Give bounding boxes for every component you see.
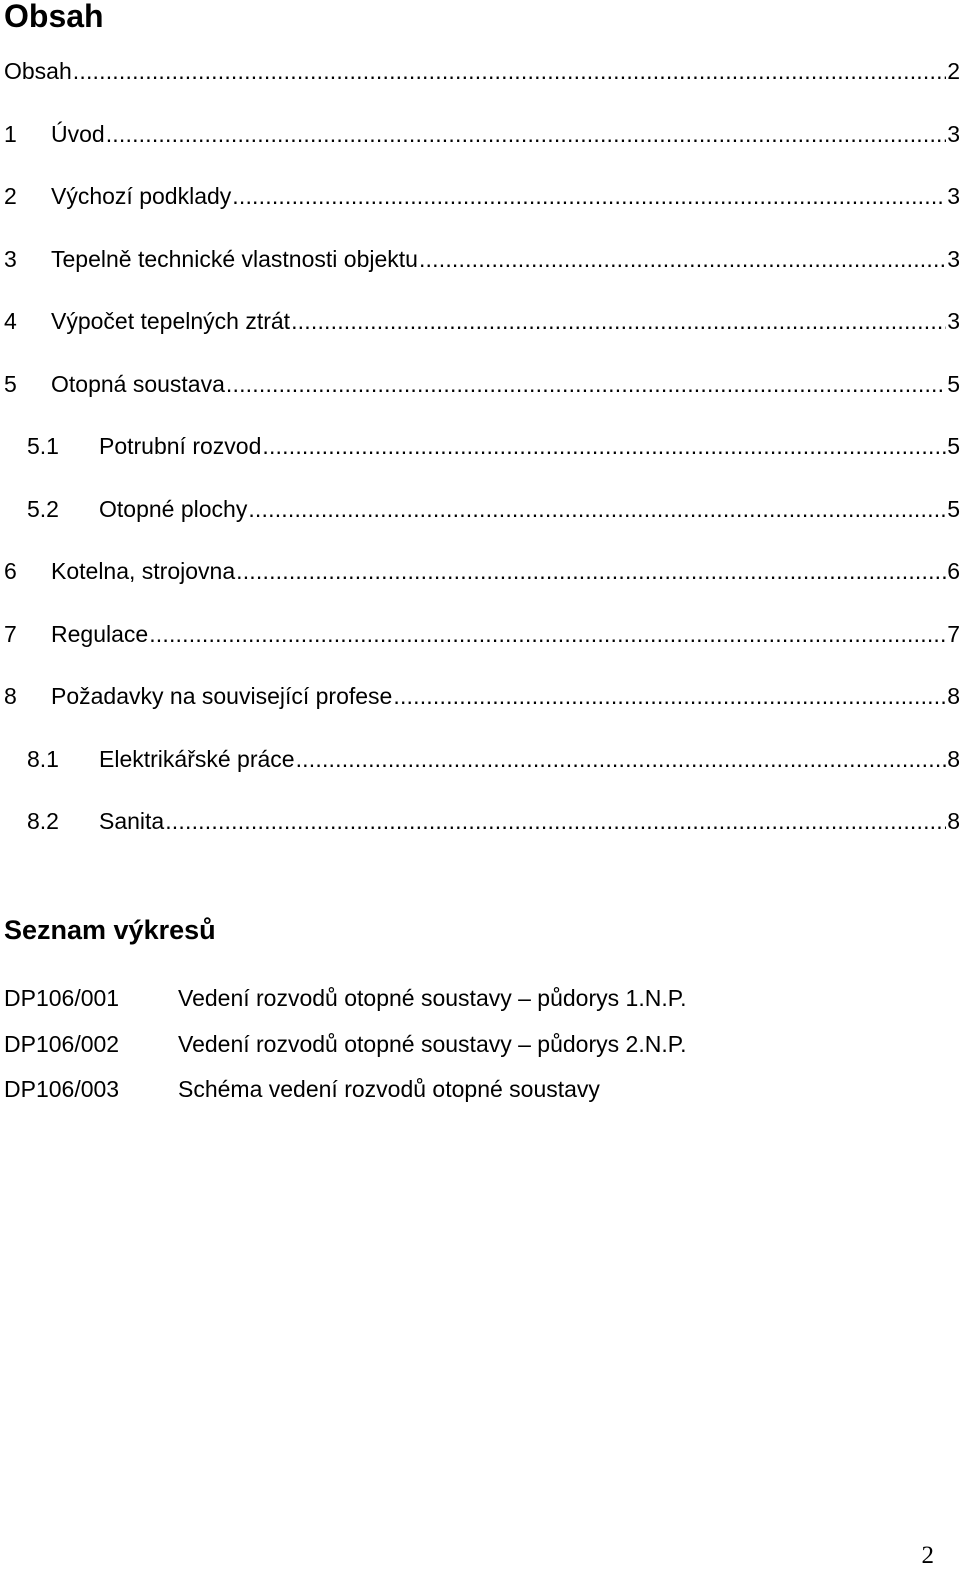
toc-entry-page: 5 (947, 433, 960, 459)
drawing-code: DP106/003 (4, 1076, 120, 1102)
toc-entry-label: Tepelně technické vlastnosti objektu (51, 245, 418, 272)
toc-entry-label: Otopné plochy (99, 495, 248, 522)
dot-leader (262, 429, 946, 463)
dot-leader (236, 554, 946, 588)
drawing-description: Vedení rozvodů otopné soustavy – půdorys 1.N.P. (178, 985, 687, 1011)
toc-entry-number: 4 (4, 308, 17, 334)
toc-entry-page: 5 (947, 495, 960, 522)
toc-entry-number: 5.2 (27, 495, 59, 522)
drawings-list (4, 980, 944, 1117)
page-number: 2 (921, 1542, 934, 1569)
toc-entry-label: Obsah (4, 58, 72, 84)
dot-leader (419, 242, 946, 276)
toc-entry-label: Výchozí podklady (51, 183, 232, 209)
toc-entry-page: 3 (947, 183, 960, 209)
dot-leader (226, 367, 946, 401)
toc-entry-page: 8 (947, 745, 960, 772)
dot-leader (291, 304, 946, 338)
toc-entry-number: 8.2 (27, 808, 59, 834)
dot-leader (106, 117, 947, 151)
toc-entry[interactable] (4, 304, 960, 367)
toc-entry-number: 7 (4, 620, 17, 647)
drawing-code: DP106/001 (4, 985, 120, 1011)
toc-entry-page: 6 (947, 558, 960, 584)
toc-subentry[interactable] (4, 804, 960, 867)
toc-entry-label: Úvod (51, 120, 105, 147)
toc-entry-label: Elektrikářské práce (99, 745, 295, 772)
toc-entry-number: 6 (4, 558, 17, 584)
dot-leader (393, 679, 946, 713)
dot-leader (296, 742, 947, 776)
dot-leader (73, 54, 946, 88)
drawing-item (4, 1071, 944, 1117)
dot-leader (165, 804, 946, 838)
toc-entry[interactable] (4, 117, 960, 180)
toc-entry[interactable] (4, 554, 960, 617)
toc-entry-page: 3 (947, 308, 960, 334)
toc-entry[interactable] (4, 242, 960, 305)
toc-entry-label: Potrubní rozvod (99, 433, 262, 459)
toc-entry-number: 5.1 (27, 433, 59, 459)
dot-leader (232, 179, 946, 213)
toc-entry-number: 2 (4, 183, 17, 209)
drawing-code: DP106/002 (4, 1030, 120, 1057)
toc-entry-page: 5 (947, 370, 960, 397)
toc-entry-page: 8 (947, 808, 960, 834)
toc-entry[interactable] (4, 179, 960, 242)
drawing-item (4, 980, 944, 1026)
toc-entry-label: Požadavky na související profese (51, 683, 393, 709)
toc-subentry[interactable] (4, 492, 960, 555)
toc-entry-page: 3 (947, 120, 960, 147)
drawings-list-title: Seznam výkresů (4, 915, 216, 945)
toc-entry-number: 8 (4, 683, 17, 709)
toc-entry[interactable] (4, 679, 960, 742)
drawing-item (4, 1026, 944, 1072)
toc-entry-label: Kotelna, strojovna (51, 558, 236, 584)
toc-entry-number: 8.1 (27, 745, 59, 772)
drawing-description: Schéma vedení rozvodů otopné soustavy (178, 1076, 600, 1102)
toc-title: Obsah (4, 0, 104, 34)
dot-leader (149, 617, 946, 651)
toc-entry-label: Sanita (99, 808, 165, 834)
dot-leader (248, 492, 946, 526)
table-of-contents (4, 54, 960, 867)
drawing-description: Vedení rozvodů otopné soustavy – půdorys 2.N.P. (178, 1030, 687, 1057)
toc-entry[interactable] (4, 54, 960, 117)
toc-entry-page: 7 (947, 620, 960, 647)
toc-entry-label: Regulace (51, 620, 149, 647)
toc-subentry[interactable] (4, 742, 960, 805)
toc-entry[interactable] (4, 617, 960, 680)
toc-entry-number: 5 (4, 370, 17, 397)
toc-subentry[interactable] (4, 429, 960, 492)
toc-entry-page: 8 (947, 683, 960, 709)
toc-entry-page: 3 (947, 245, 960, 272)
toc-entry-label: Otopná soustava (51, 370, 225, 397)
toc-entry[interactable] (4, 367, 960, 430)
toc-entry-page: 2 (947, 58, 960, 84)
toc-entry-number: 1 (4, 120, 17, 147)
toc-entry-label: Výpočet tepelných ztrát (51, 308, 291, 334)
toc-entry-number: 3 (4, 245, 17, 272)
